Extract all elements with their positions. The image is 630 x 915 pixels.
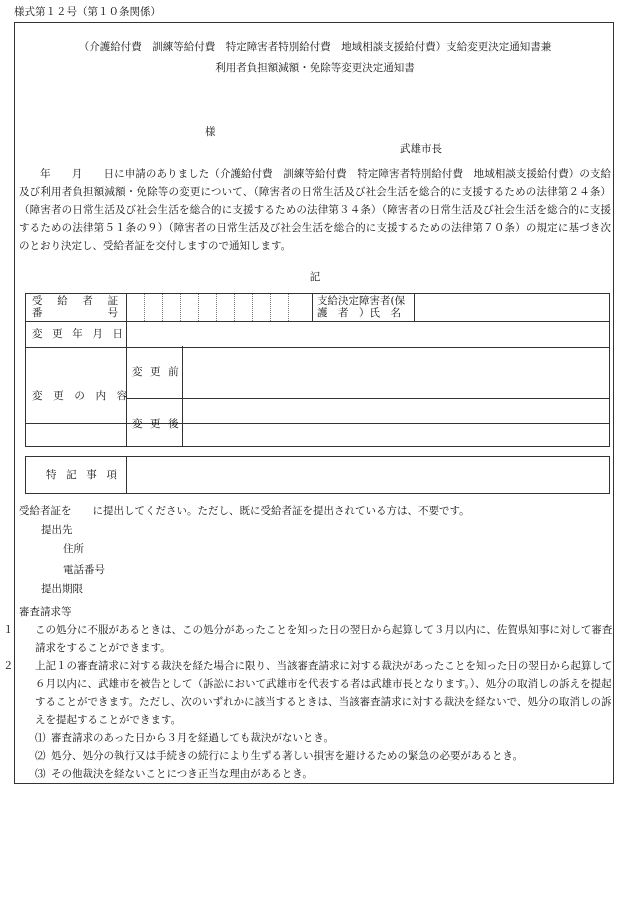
submission-section [19,502,615,599]
review-heading: 審査請求等 [19,606,72,618]
issuer-name: 武雄市長 [400,143,442,155]
notice-paragraph: 年 月 日に申請のありました（介護給付費 訓練等給付費 特定障害者特別給付費 地域相談支援給付費）の支給及び利用者負担額減額・免除等の変更について、（障害者の日常生活及び社会生活を総合的に支援するための法律第２４条）（障害者の日常生活及び社会生活を総合的に支援するための法律第３４条）（障害者の日常生活及び社会生活を総合的に支援するための法律第５１条の９）（障害者の日常生活及び社会生活を総合的に支援するための法律第７０条）の規定に基づき次のとおり決定し、受給者証を交付しますので通知します。 [19,168,611,252]
recipient-number-label: 番 号 [32,307,121,319]
submission-deadline: 提出期限 [41,583,83,595]
review-subitem-1: ⑴ 審査請求のあった日から３月を経過しても裁決がないとき。 [35,732,334,744]
review-item-2: ２ 上記１の審査請求に対する裁決を経た場合に限り、当該審査請求に対する裁決があったことを知った日の翌日から起算して６月以内に、武雄市を被告として（訴訟において武雄市を代表する者は武雄市長となります。）、処分の取消しの訴えを提起することができます。ただし、次のいずれかに該当するときは、当該審査請求に対する裁決を経ないで、処分の取消しの訴えを提起することができます。 [3,660,613,726]
special-notes-label: 特 記 事 項 [46,469,121,481]
change-content-label: 変 更 の 内 容 [32,390,131,402]
notice-body [19,165,611,255]
addressee-suffix: 様 [205,126,216,138]
holder-name-label: 護 者 ）氏 名 [317,307,401,319]
change-after-field[interactable] [183,399,609,446]
ki-heading: 記 [309,271,321,283]
change-after-label: 変 更 後 [132,418,181,430]
holder-name-label: 支給決定障害者(保 [317,295,406,307]
review-subitem-3: ⑶ その他裁決を経ないことにつき正当な理由があるとき。 [35,768,313,780]
submission-destination: 提出先 [41,524,73,536]
holder-name-field[interactable] [415,294,609,321]
change-content-table [25,346,610,447]
review-item-1: １ この処分に不服があるときは、この処分があったことを知った日の翌日から起算して３月以内に、佐賀県知事に対して審査請求をすることができます。 [3,624,613,654]
document-frame [3,22,614,784]
review-subitem-2: ⑵ 処分、処分の執行又は手続きの続行により生ずる著しい損害を避けるための緊急の必要があるとき。 [35,750,524,762]
recipient-number-boxes[interactable] [126,294,312,321]
submission-line: 受給者証を に提出してください。ただし、既に受給者証を提出されている方は、不要です。 [19,505,470,517]
submission-address: 住所 [63,543,84,555]
special-notes-table [25,456,610,494]
change-date-field[interactable] [127,322,607,347]
special-notes-field[interactable] [127,457,609,493]
change-before-field[interactable] [183,346,609,398]
form-number: 様式第１２号（第１０条関係） [14,6,161,18]
change-date-label: 変 更 年 月 日 [32,328,127,340]
review-section [3,603,615,783]
change-before-label: 変 更 前 [132,366,181,378]
submission-phone: 電話番号 [63,564,105,576]
document-title-line1: （介護給付費 訓練等給付費 特定障害者特別給付費 地域相談支援給付費）支給変更決定通知書兼 [78,41,552,53]
document-title-line2: 利用者負担額減額・免除等変更決定通知書 [215,62,415,74]
recipient-number-label: 受 給 者 証 [32,295,121,307]
